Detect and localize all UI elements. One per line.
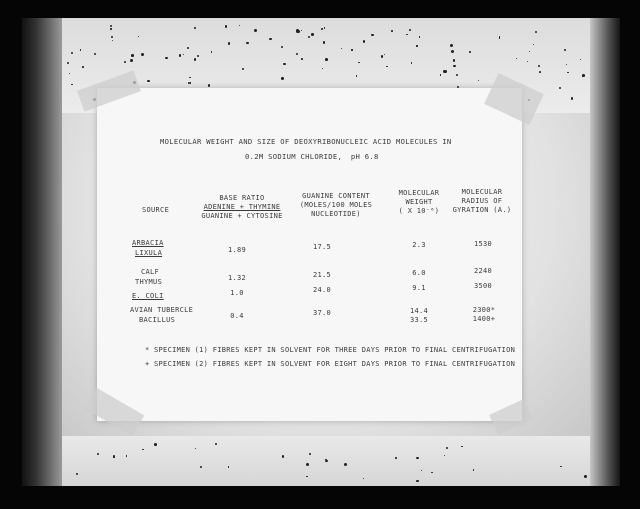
col-header-radius (446, 188, 518, 215)
dust-speck (282, 455, 285, 458)
dust-speck (194, 58, 196, 60)
mw-line-3: ( X 10⁻⁶) (398, 207, 440, 215)
col-header-base-ratio (197, 194, 287, 221)
dust-speck (539, 71, 541, 73)
dust-speck (254, 29, 257, 32)
dust-speck (473, 469, 474, 470)
dust-speck (325, 58, 328, 61)
dust-speck (371, 34, 374, 37)
radius-line-1: MOLECULAR (461, 188, 503, 196)
dust-speck (416, 480, 419, 483)
dust-speck (281, 77, 283, 79)
mw-line-1: MOLECULAR (398, 189, 440, 197)
dust-speck (194, 27, 196, 29)
guanine-line-1: GUANINE CONTENT (302, 192, 370, 200)
row-4-guanine: 37.0 (312, 309, 332, 317)
row-4-mw: 14.4 (409, 307, 429, 315)
dust-speck (130, 59, 133, 62)
dust-speck (67, 62, 69, 64)
col-header-guanine (289, 192, 383, 219)
col-header-source: SOURCE (142, 206, 170, 214)
row-1-source-line-2: LIXULA (135, 249, 163, 257)
row-1-source-line-1: ARBACIA (132, 239, 164, 247)
row-2-mw: 6.0 (412, 269, 426, 277)
title-line-2 (245, 152, 379, 161)
row-4-radius: 2300* (472, 306, 496, 314)
dust-speck (453, 59, 455, 61)
row-3-guanine: 24.0 (312, 286, 332, 294)
row-3-base-ratio: 1.0 (230, 289, 244, 297)
radius-line-3: GYRATION (A.) (452, 206, 512, 214)
mw-line-2: WEIGHT (405, 198, 433, 206)
dust-speck (246, 42, 249, 45)
row-2-radius: 2240 (473, 267, 493, 275)
dust-speck (97, 453, 99, 455)
row-3-source-line-1: E. COLI (132, 292, 164, 300)
row-3-mw: 9.1 (412, 284, 426, 292)
dust-speck (189, 77, 190, 78)
guanine-line-2: (MOLES/100 MOLES (299, 201, 373, 209)
title-line-1: MOLECULAR WEIGHT AND SIZE OF DEOXYRIBONUCLEIC ACID MOLECULES IN (160, 137, 452, 146)
dust-speck (580, 59, 582, 61)
col-header-molecular-weight (384, 189, 454, 216)
title-line-2-text: 0.2M SODIUM CHLORIDE, (245, 152, 343, 161)
dust-speck (311, 33, 314, 36)
dust-speck (110, 25, 112, 27)
dust-speck (154, 443, 157, 446)
dust-speck (188, 82, 190, 84)
row-1-base-ratio: 1.89 (227, 246, 247, 254)
base-ratio-line-2: ADENINE + THYMINE (203, 203, 281, 211)
row-3-radius: 3500 (473, 282, 493, 290)
dust-speck (228, 42, 230, 44)
dust-speck (76, 473, 78, 475)
row-2-source-line-2: THYMUS (135, 278, 163, 286)
dust-speck (71, 52, 73, 54)
dust-speck (306, 476, 307, 477)
dust-speck (308, 36, 310, 38)
base-ratio-line-1: BASE RATIO (219, 194, 265, 202)
guanine-line-3: NUCLEOTIDE) (311, 210, 361, 218)
dust-speck (395, 457, 397, 459)
dust-speck (323, 41, 325, 43)
film-right-edge (590, 18, 620, 486)
radius-line-2: RADIUS OF (461, 197, 503, 205)
dust-speck (82, 66, 84, 68)
row-1-mw: 2.3 (412, 241, 426, 249)
row-4-radius-2: 1400+ (472, 315, 496, 323)
dust-speck (124, 61, 126, 63)
dust-speck (165, 57, 167, 59)
row-4-source-line-1: AVIAN TUBERCLE (130, 306, 194, 314)
document-card (97, 88, 522, 421)
dust-speck (110, 28, 111, 29)
film-left-edge (22, 18, 62, 486)
row-1-radius: 1530 (473, 240, 493, 248)
row-4-source-line-2: BACILLUS (139, 316, 176, 324)
row-4-mw-2: 33.5 (409, 316, 429, 324)
dust-speck (147, 80, 150, 83)
dust-speck (351, 49, 352, 50)
dust-speck (306, 463, 309, 466)
dust-speck (564, 49, 566, 51)
dust-speck (446, 447, 448, 449)
dust-speck (325, 460, 327, 462)
dust-speck (94, 53, 96, 55)
row-2-guanine: 21.5 (312, 271, 332, 279)
dust-speck (113, 456, 114, 457)
dust-speck (69, 73, 70, 74)
dust-speck (269, 38, 271, 40)
footnote-2: + SPECIMEN (2) FIBRES KEPT IN SOLVENT FOR EIGHT DAYS PRIOR TO FINAL CENTRIFUGATION (145, 360, 516, 368)
dust-speck (242, 68, 244, 70)
row-1-guanine: 17.5 (312, 243, 332, 251)
dust-speck (126, 455, 127, 456)
dust-speck (584, 475, 587, 478)
dust-speck (321, 28, 323, 30)
dust-speck (559, 87, 561, 89)
row-4-base-ratio: 0.4 (230, 312, 244, 320)
dust-speck (283, 63, 286, 66)
footnote-1: * SPECIMEN (1) FIBRES KEPT IN SOLVENT FOR THREE DAYS PRIOR TO FINAL CENTRIFUGATION (145, 346, 516, 354)
dust-speck (141, 53, 144, 56)
dust-speck (469, 51, 471, 53)
dust-speck (411, 62, 412, 63)
dust-speck (416, 45, 417, 46)
dust-speck (301, 58, 303, 60)
row-2-base-ratio: 1.32 (227, 274, 247, 282)
title-ph: pH 6.8 (350, 152, 379, 161)
film-bottom-margin (22, 436, 620, 486)
dust-speck (443, 70, 446, 73)
dust-speck (215, 443, 217, 445)
dust-speck (381, 55, 384, 58)
row-2-source-line-1: CALF (141, 268, 160, 276)
base-ratio-line-3: GUANINE + CYTOSINE (201, 212, 283, 220)
dust-speck (560, 466, 561, 467)
